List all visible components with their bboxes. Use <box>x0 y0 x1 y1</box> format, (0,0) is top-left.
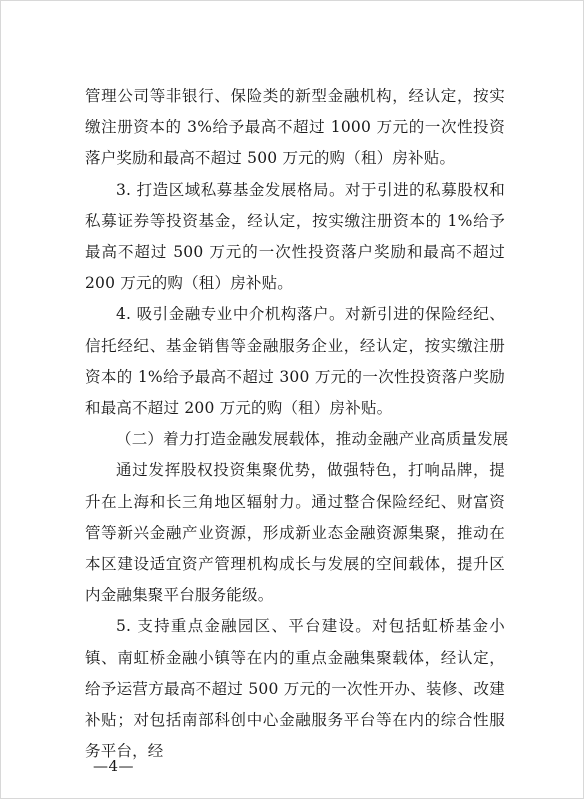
page-number: —4— <box>93 757 135 775</box>
section-heading: （二）着力打造金融发展载体，推动金融产业高质量发展 <box>116 430 509 449</box>
paragraph-item-5: 5. 支持重点金融园区、平台建设。对包括虹桥基金小镇、南虹桥金融小镇等在内的重点金融集聚载体，经认定，给予运营方最高不超过 500 万元的一次性开办、装修、改建补贴；对包括南部科创中心金融服务平台等在内的综合性服务平台，经 <box>85 617 505 761</box>
paragraph-item-3: 3. 打造区域私募基金发展格局。对于引进的私募股权和私募证券等投资基金，经认定，按实缴注册资本的 1%给予最高不超过 500 万元的一次性投资落户奖励和最高不超过 200 万元的购（租）房补贴。 <box>85 180 505 293</box>
paragraph-body: 通过发挥股权投资集聚优势，做强特色，打响品牌，提升在上海和长三角地区辐射力。通过整合保险经纪、财富资管等新兴金融产业资源，形成新业态金融资源集聚，推动在本区建设适宜资产管理机构成长与发展的空间载体，提升区内金融集聚平台服务能级。 <box>85 461 505 605</box>
paragraph-item-4: 4. 吸引金融专业中介机构落户。对新引进的保险经纪、信托经纪、基金销售等金融服务企业，经认定，按实缴注册资本的 1%给予最高不超过 300 万元的一次性投资落户奖励和最高不超过 200 万元的购（租）房补贴。 <box>85 305 505 418</box>
document-body <box>85 81 509 767</box>
paragraph-continuation: 管理公司等非银行、保险类的新型金融机构，经认定，按实缴注册资本的 3%给予最高不超过 1000 万元的一次性投资落户奖励和最高不超过 500 万元的购（租）房补贴。 <box>85 87 505 168</box>
